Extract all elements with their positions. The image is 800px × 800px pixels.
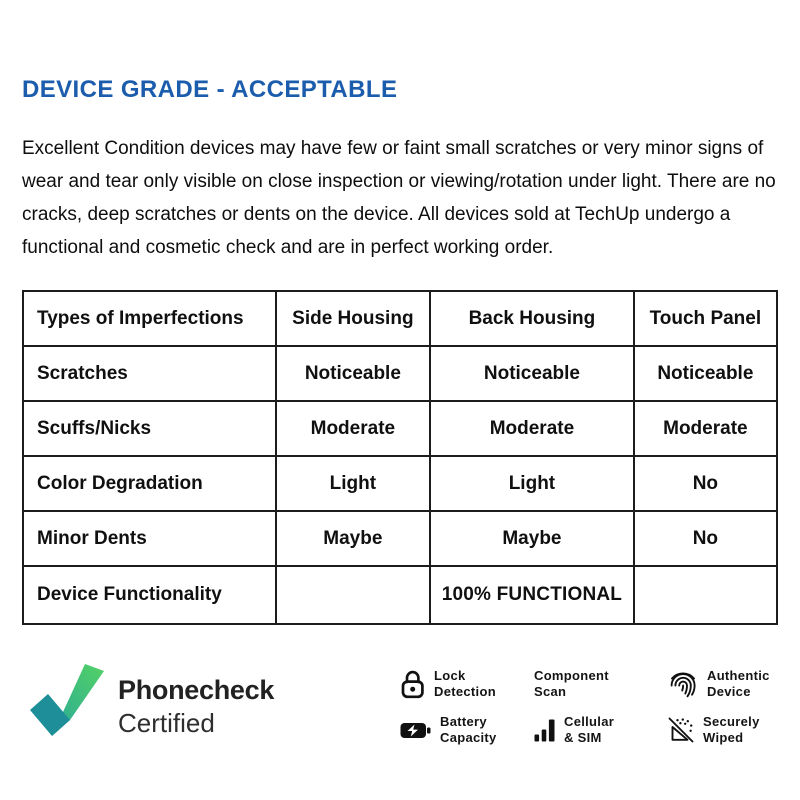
cell-value: Noticeable (276, 346, 431, 401)
cell-value: Moderate (430, 401, 634, 456)
row-label: Color Degradation (23, 456, 276, 511)
feature-label: Wiped (703, 730, 744, 745)
col-header-back-housing: Back Housing (430, 291, 634, 346)
phonecheck-logo (22, 663, 274, 751)
cell-value: Noticeable (430, 346, 634, 401)
feature-label: Cellular (564, 714, 615, 729)
feature-component-scan (534, 668, 642, 700)
feature-label: Scan (534, 684, 567, 699)
feature-label: Authentic (707, 668, 770, 683)
row-label: Scuffs/Nicks (23, 401, 276, 456)
cellular-bars-icon (534, 719, 555, 742)
cell-value: Moderate (634, 401, 777, 456)
certification-footer (22, 663, 778, 751)
row-label: Minor Dents (23, 511, 276, 566)
table-row-color-degradation (23, 456, 777, 511)
feature-label: Capacity (440, 730, 497, 745)
page-title: DEVICE GRADE - ACCEPTABLE (22, 76, 398, 103)
feature-label: Component (534, 668, 609, 683)
lock-icon (400, 670, 425, 699)
wipe-icon (668, 717, 694, 743)
col-header-touch-panel: Touch Panel (634, 291, 777, 346)
functional-badge: 100% FUNCTIONAL (430, 566, 634, 624)
feature-label: Battery (440, 714, 487, 729)
cell-value (276, 566, 431, 624)
cell-value: No (634, 456, 777, 511)
fingerprint-icon (668, 669, 698, 700)
cell-value: No (634, 511, 777, 566)
table-row-scuffs (23, 401, 777, 456)
cell-value: Moderate (276, 401, 431, 456)
brand-subtitle: Certified (118, 708, 215, 738)
feature-label: Detection (434, 684, 496, 699)
row-label: Device Functionality (23, 566, 276, 624)
imperfections-table (22, 290, 778, 625)
feature-label: Lock (434, 668, 466, 683)
cell-value (634, 566, 777, 624)
cell-value: Noticeable (634, 346, 777, 401)
feature-lock-detection (400, 668, 508, 700)
cell-value: Light (430, 456, 634, 511)
feature-label: & SIM (564, 730, 602, 745)
feature-cellular-sim (534, 714, 642, 746)
table-header-row (23, 291, 777, 346)
battery-icon (400, 721, 431, 740)
certification-features (400, 668, 776, 746)
phonecheck-checkmark-icon (28, 663, 108, 751)
feature-battery-capacity (400, 714, 508, 746)
col-header-side-housing: Side Housing (276, 291, 431, 346)
table-row-scratches (23, 346, 777, 401)
row-label: Scratches (23, 346, 276, 401)
grade-description: Excellent Condition devices may have few or faint small scratches or very minor signs of wear and tear only visible on close inspection or viewing/rotation under light. There are no cracks, deep scratches or dents on the device. All devices sold at TechUp undergo a functional and cosmetic check and are in perfect working order. (22, 138, 776, 258)
cell-value: Maybe (430, 511, 634, 566)
cell-value: Maybe (276, 511, 431, 566)
feature-label: Device (707, 684, 751, 699)
feature-authentic-device (668, 668, 776, 700)
brand-name: Phonecheck (118, 675, 275, 705)
feature-label: Securely (703, 714, 760, 729)
table-row-device-functionality (23, 566, 777, 624)
cell-value: Light (276, 456, 431, 511)
table-row-minor-dents (23, 511, 777, 566)
feature-securely-wiped (668, 714, 776, 746)
col-header-imperfections: Types of Imperfections (23, 291, 276, 346)
